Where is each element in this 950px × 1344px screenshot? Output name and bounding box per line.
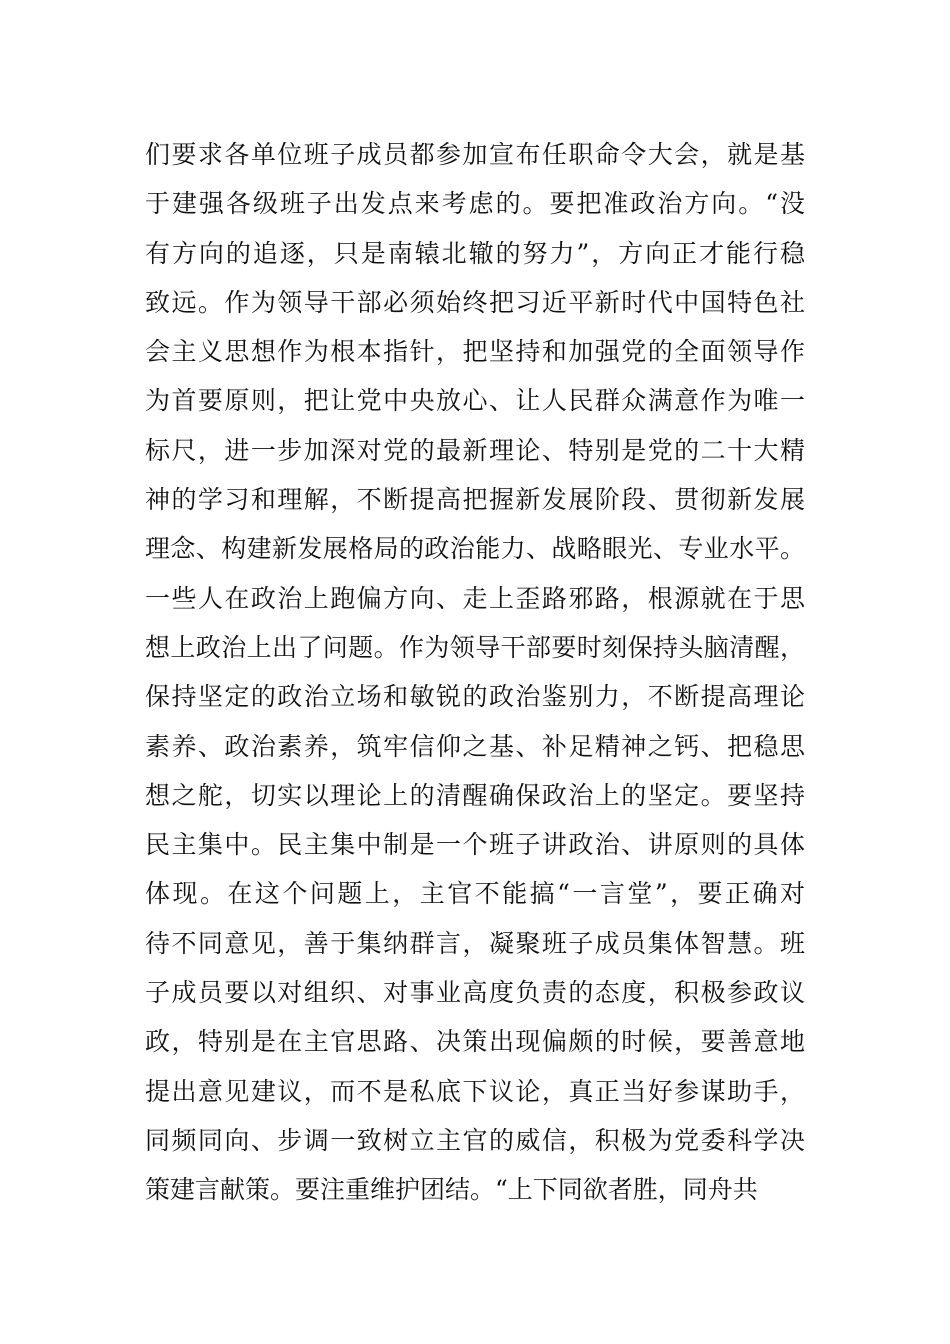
text-line: 一些人在政治上跑偏方向、走上歪路邪路，根源就在于思 (145, 583, 805, 613)
text-line: 有方向的追逐，只是南辕北辙的努力”，方向正才能行稳 (145, 238, 805, 268)
text-line: 想上政治上出了问题。作为领导干部要时刻保持头脑清醒， (145, 632, 805, 662)
text-line: 为首要原则，把让党中央放心、让人民群众满意作为唯一 (145, 386, 805, 416)
text-line: 标尺，进一步加深对党的最新理论、特别是党的二十大精 (145, 435, 805, 465)
text-line: 待不同意见，善于集纳群言，凝聚班子成员集体智慧。班 (145, 928, 805, 958)
text-line: 会主义思想作为根本指针，把坚持和加强党的全面领导作 (145, 337, 805, 367)
text-line: 策建言献策。要注重维护团结。“上下同欲者胜，同舟共 (145, 1175, 758, 1205)
text-line: 提出意见建议，而不是私底下议论，真正当好参谋助手， (145, 1076, 805, 1106)
text-line: 神的学习和理解，不断提高把握新发展阶段、贯彻新发展 (145, 485, 805, 515)
text-line: 想之舵，切实以理论上的清醒确保政治上的坚定。要坚持 (145, 780, 805, 810)
text-line: 政，特别是在主官思路、决策出现偏颇的时候，要善意地 (145, 1027, 805, 1057)
text-line: 同频同向、步调一致树立主官的威信，积极为党委科学决 (145, 1125, 805, 1155)
text-line: 保持坚定的政治立场和敏锐的政治鉴别力，不断提高理论 (145, 682, 805, 712)
text-line: 致远。作为领导干部必须始终把习近平新时代中国特色社 (145, 287, 805, 317)
text-line: 于建强各级班子出发点来考虑的。要把准政治方向。“没 (145, 189, 805, 219)
text-line: 体现。在这个问题上，主官不能搞“一言堂”，要正确对 (145, 879, 805, 909)
text-line: 理念、构建新发展格局的政治能力、战略眼光、专业水平。 (145, 534, 805, 564)
text-line: 民主集中。民主集中制是一个班子讲政治、讲原则的具体 (145, 830, 805, 860)
body-text (145, 130, 805, 1215)
text-line: 素养、政治素养，筑牢信仰之基、补足精神之钙、把稳思 (145, 731, 805, 761)
text-line: 们要求各单位班子成员都参加宣布任职命令大会，就是基 (145, 140, 805, 169)
text-line: 子成员要以对组织、对事业高度负责的态度，积极参政议 (145, 978, 805, 1008)
